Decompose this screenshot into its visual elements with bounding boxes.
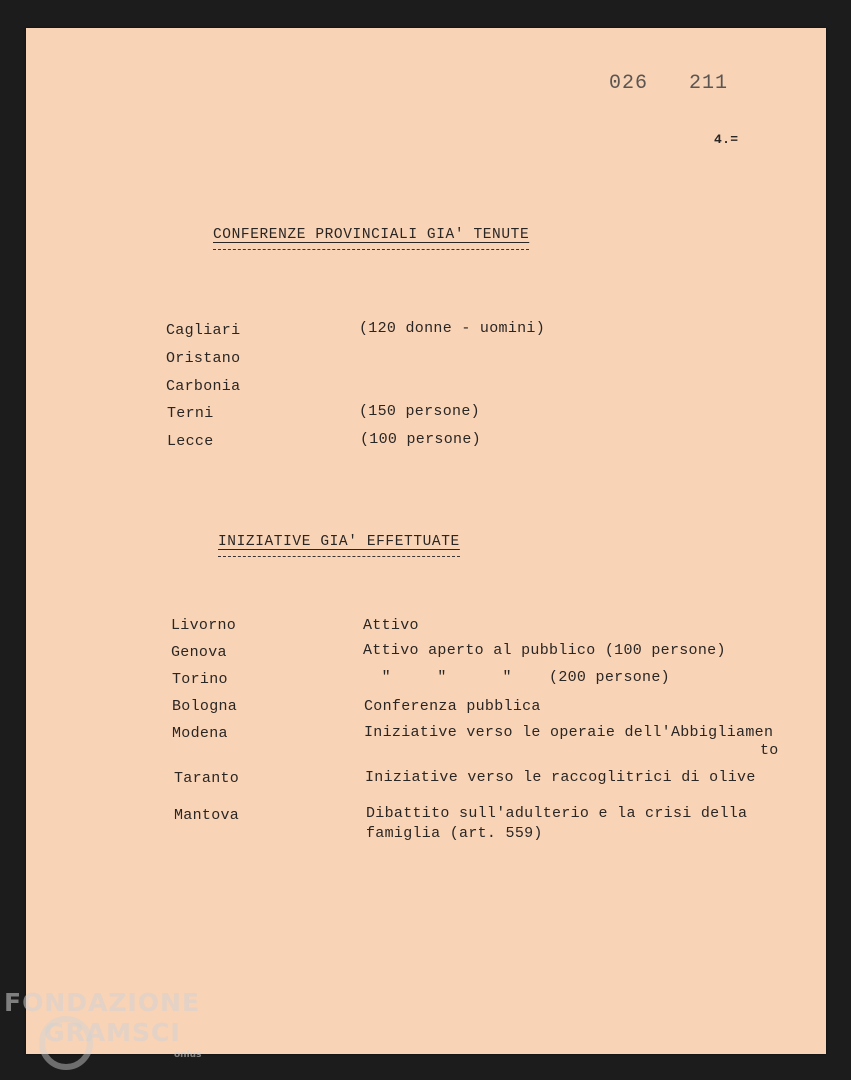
s1-row-note: (100 persone) — [360, 431, 481, 448]
section1-title: CONFERENZE PROVINCIALI GIA' TENUTE — [213, 227, 530, 243]
s1-row-city: Oristano — [166, 350, 241, 367]
s2-row-city: Torino — [172, 671, 228, 688]
s2-row-text: Dibattito sull'adulterio e la crisi della — [366, 805, 748, 822]
watermark-sub: onlus — [174, 1050, 202, 1060]
s2-row-city: Mantova — [174, 807, 240, 824]
s2-row-city: Bologna — [172, 698, 238, 715]
fondazione-gramsci-watermark — [4, 988, 214, 1080]
s1-row-note: (150 persone) — [359, 403, 480, 420]
s1-row-city: Lecce — [167, 433, 214, 450]
s2-row-text: Conferenza pubblica — [364, 698, 541, 715]
archive-code-left: 026 — [609, 72, 649, 95]
s2-row-text: Attivo aperto al pubblico (100 persone) — [363, 642, 726, 659]
archive-code-right: 211 — [689, 72, 729, 95]
s2-row-text: Iniziative verso le operaie dell'Abbigliamen — [364, 724, 774, 741]
s2-row-text: Iniziative verso le raccoglitrici di olive — [365, 769, 756, 786]
s2-row-text: Attivo — [363, 617, 419, 634]
page-number: 4.= — [714, 132, 739, 147]
document-page — [26, 28, 826, 1054]
s1-row-city: Terni — [167, 405, 214, 422]
s2-row-text: " " " (200 persone) — [363, 669, 670, 686]
s2-row-city: Livorno — [171, 617, 237, 634]
s2-row-city: Genova — [171, 644, 227, 661]
s2-row-city: Modena — [172, 725, 228, 742]
s1-row-city: Carbonia — [166, 378, 241, 395]
s1-row-city: Cagliari — [166, 322, 241, 339]
s2-row-text-cont: to — [760, 742, 779, 759]
watermark-line1: FONDAZIONE — [4, 988, 201, 1017]
section2-title: INIZIATIVE GIA' EFFETTUATE — [218, 534, 460, 550]
watermark-line2: GRAMSCI — [44, 1018, 181, 1047]
s1-row-note: (120 donne - uomini) — [359, 320, 546, 337]
s2-row-city: Taranto — [174, 770, 240, 787]
s2-row-text-cont: famiglia (art. 559) — [366, 825, 543, 842]
